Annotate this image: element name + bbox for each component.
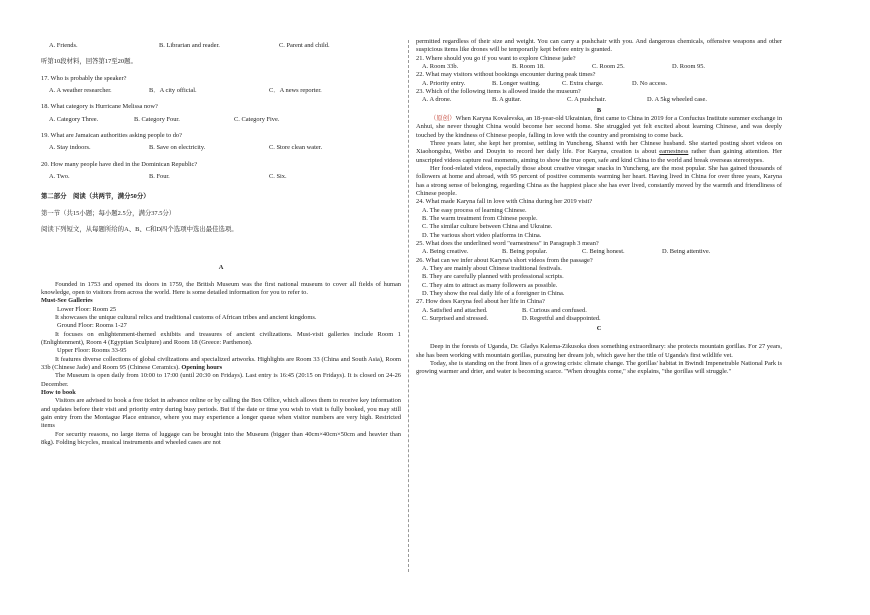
- option: C. Surprised and stressed.: [422, 314, 489, 322]
- option: C. Six.: [269, 172, 287, 180]
- passage-c-p1: Deep in the forests of Uganda, Dr. Gladys Kalema-Zikusoka does something extraordinary: she protects mountain gorillas. For 27 years, she has been working with mountain gorillas, pursuing her dream job, which gave her the title of Uganda's first wildlife vet.: [416, 343, 782, 359]
- passage-a-intro: Founded in 1753 and opened its doors in 1759, the British Museum was the first national museum to cover all fields of human knowledge, open to visitors from across the world. Here is some detailed information for you to refer to.: [41, 280, 401, 296]
- option: B. Being popular.: [502, 248, 548, 256]
- option: A. Friends.: [49, 42, 78, 49]
- option: B. Four.: [149, 172, 170, 180]
- passage-a-label: A: [218, 264, 224, 272]
- option: C. Extra charge.: [562, 79, 604, 87]
- option: A. They are mainly about Chinese traditional festivals.: [422, 264, 562, 272]
- right-column: [416, 38, 782, 377]
- restricted-items-paragraph: For security reasons, no large items of luggage can be brought into the Museum (bigger than 40cm×40cm×50cm and heavier than 8kg). Folding bicycles, musical instruments and wheeled cases are not: [41, 430, 401, 446]
- q22-options: [416, 80, 782, 88]
- option: A. A weather researcher.: [49, 86, 112, 94]
- ground-floor: Ground Floor: Rooms 1-27: [57, 322, 127, 330]
- passage-b-p2: Three years later, she kept her promise, settling in Yuncheng, Shanxi with her Chinese husband. She started posting short videos on Xiaohongshu, Weibo and Douyin to record her daily life. For Karyna, creation is about earnestness rather than gaining attention. Her unscripted videos capture real moments, aiming to show the true open, safe and kind China to the world and break overseas stereotypes.: [416, 139, 783, 164]
- underlined-word: earnestness: [659, 148, 689, 156]
- question-18: 18. What category is Hurricane Melissa now?: [41, 103, 158, 111]
- option: B. They are carefully planned with professional scripts.: [422, 273, 564, 281]
- q21-options: [416, 63, 782, 71]
- option: A. Being creative.: [422, 248, 469, 256]
- option: C．A news reporter.: [269, 86, 322, 94]
- question-20: 20. How many people have died in the Dominican Republic?: [41, 160, 198, 168]
- option: B. Room 18.: [512, 62, 545, 70]
- option: D. Room 95.: [672, 62, 706, 70]
- section-1-instruction: 阅读下列短文，从每题所给的A、B、C和D四个选项中选出最佳选项。: [41, 225, 238, 233]
- option: C. A pushchair.: [567, 96, 607, 104]
- option: D. Being attentive.: [662, 248, 711, 256]
- part-2-heading: 第二部分 阅读（共两节，满分50分）: [41, 193, 150, 201]
- question-22: 22. What may visitors without bookings encounter during peak times?: [416, 71, 596, 79]
- how-to-book-heading: How to book: [41, 388, 76, 396]
- option: B. Save on electricity.: [149, 144, 206, 152]
- passage-c-label: C: [596, 325, 602, 333]
- option: A. Satisfied and attached.: [422, 306, 488, 314]
- option: C. Store clean water.: [269, 144, 323, 152]
- question-21: 21. Where should you go if you want to explore Chinese jade?: [416, 54, 576, 62]
- option: B. Librarian and reader.: [159, 42, 220, 49]
- option: D. Regretful and disappointed.: [522, 314, 601, 322]
- option: B. Curious and confused.: [522, 306, 587, 314]
- option: C. They aim to attract as many followers as possible.: [422, 281, 558, 289]
- must-see-heading: Must-See Galleries: [41, 297, 93, 305]
- left-column: [41, 38, 401, 447]
- q16-options: [41, 42, 401, 50]
- option: A. The easy process of learning Chinese.: [422, 206, 527, 214]
- option: D. No access.: [632, 79, 668, 87]
- instruction: 听第10段材料，回答第17至20题。: [41, 58, 137, 66]
- q18-options: [41, 116, 401, 124]
- option: B. A guitar.: [492, 96, 522, 104]
- upper-floor: Upper Floor: Rooms 33-95: [57, 347, 127, 355]
- question-23: 23. Which of the following items is allowed inside the museum?: [416, 87, 581, 95]
- passage-b-label: B: [596, 106, 602, 114]
- option: A. Priority entry.: [422, 79, 466, 87]
- question-19: 19. What are Jamaican authorities asking people to do?: [41, 131, 182, 139]
- q27-options-row-1: [416, 307, 782, 315]
- option: B. Category Four.: [134, 115, 180, 123]
- option: C. Room 25.: [592, 62, 625, 70]
- question-26: 26. What can we infer about Karyna's short videos from the passage?: [416, 256, 593, 264]
- option: B. The warm treatment from Chinese people.: [422, 214, 538, 222]
- booking-paragraph: Visitors are advised to book a free ticket in advance online or by calling the Box Office, which allows them to receive key information and updates before their visit and priority entry during busy periods. But if the date or time you wish to visit is fully booked, you may still gain entry from the Montague Place entrance, where you may experience a longer queue when visitor numbers are very high. Restricted items: [41, 397, 401, 430]
- lower-floor: Lower Floor: Room 25: [57, 305, 117, 313]
- option: D. They show the real daily life of a foreigner in China.: [422, 289, 565, 297]
- option: D. A 5kg wheeled case.: [647, 96, 707, 104]
- option: A. Category Three.: [49, 115, 99, 123]
- opening-hours-heading: Opening hours: [181, 363, 223, 371]
- option: A. Stay indoors.: [49, 144, 91, 152]
- q25-options: [416, 248, 782, 256]
- ground-floor-desc: It focuses on enlightenment-themed exhibits and treasures of ancient civilizations. Must-visit galleries include Room 1 (Enlightenment), Room 4 (Egyptian Sculpture) and Room 18 (Greece: Parthenon).: [41, 330, 401, 346]
- q20-options: [41, 173, 401, 181]
- q27-options-row-2: [416, 315, 782, 323]
- question-24: 24. What made Karyna fall in love with China during her 2019 visit?: [416, 198, 593, 206]
- option: B. Longer waiting.: [492, 79, 541, 87]
- passage-b-p3: Her food-related videos, especially those about creative vinegar snacks in Yuncheng, are the most popular. She has gained thousands of followers at home and abroad, with 95 percent of positive comments warming her heart. Having lived in China for over three years, Karyna has a strong sense of belonging, regarding China as the happiest place she has ever lived, constantly moved by the warmth and friendliness of Chinese people.: [416, 164, 782, 197]
- question-25: 25. What does the underlined word "earnestness" in Paragraph 3 mean?: [416, 239, 599, 247]
- column-divider: [408, 40, 409, 572]
- q17-options: [41, 87, 401, 95]
- lower-floor-desc: It showcases the unique cultural relics and traditional customs of African tribes and ancient kingdoms.: [55, 313, 317, 321]
- option: B．A city official.: [149, 86, 197, 94]
- option: C. The similar culture between China and Ukraine.: [422, 223, 553, 231]
- passage-c-p2: Today, she is standing on the front lines of a growing crisis: climate change. The gorillas' habitat in Bwindi Impenetrable National Park is growing warmer and drier, and water is becoming scarce. "When droughts come," she explains, "the gorillas will struggle.": [416, 360, 782, 376]
- option: C. Category Five.: [234, 115, 280, 123]
- option: C. Being honest.: [582, 248, 625, 256]
- question-17: 17. Who is probably the speaker?: [41, 74, 127, 82]
- option: A. Two.: [49, 172, 70, 180]
- option: C. Parent and child.: [279, 42, 330, 49]
- original-tag: （原创）: [430, 114, 456, 122]
- opening-hours-desc: The Museum is open daily from 10:00 to 17:00 (until 20:30 on Fridays). Last entry is 16:45 (20:15 on Fridays). It is closed on 24-26 December.: [41, 372, 401, 388]
- q19-options: [41, 144, 401, 152]
- section-1-heading: 第一节（共15小题；每小题2.5分，满分37.5分）: [41, 209, 176, 217]
- q23-options: [416, 96, 782, 104]
- restricted-items-continued: permitted regardless of their size and weight. You can carry a pushchair with you. And dangerous chemicals, offensive weapons and other suspicious items like drones will be temporarily kept before entry is granted.: [416, 38, 782, 54]
- option: D. The various short video platforms in China.: [422, 231, 542, 239]
- passage-b-p1: （原创）When Karyna Kovalevska, an 18-year-old Ukrainian, first came to China in 2019 for a Confucius Institute summer exchange in Anhui, she never thought China would become her second home. She struggled yet felt excited about learning Chinese, and was deeply touched by the kindness of Chinese people, falling in love with the country and promising to come back.: [416, 114, 783, 139]
- upper-floor-desc: It features diverse collections of global civilizations and specialized artworks. Highlights are Room 33 (China and South Asia), Room 33b (Chinese Jade) and Room 95 (Chinese Ceramics). Opening hours: [41, 355, 401, 371]
- option: A. Room 33b.: [422, 62, 459, 70]
- option: A. A drone.: [422, 96, 452, 104]
- question-27: 27. How does Karyna feel about her life in China?: [416, 298, 545, 306]
